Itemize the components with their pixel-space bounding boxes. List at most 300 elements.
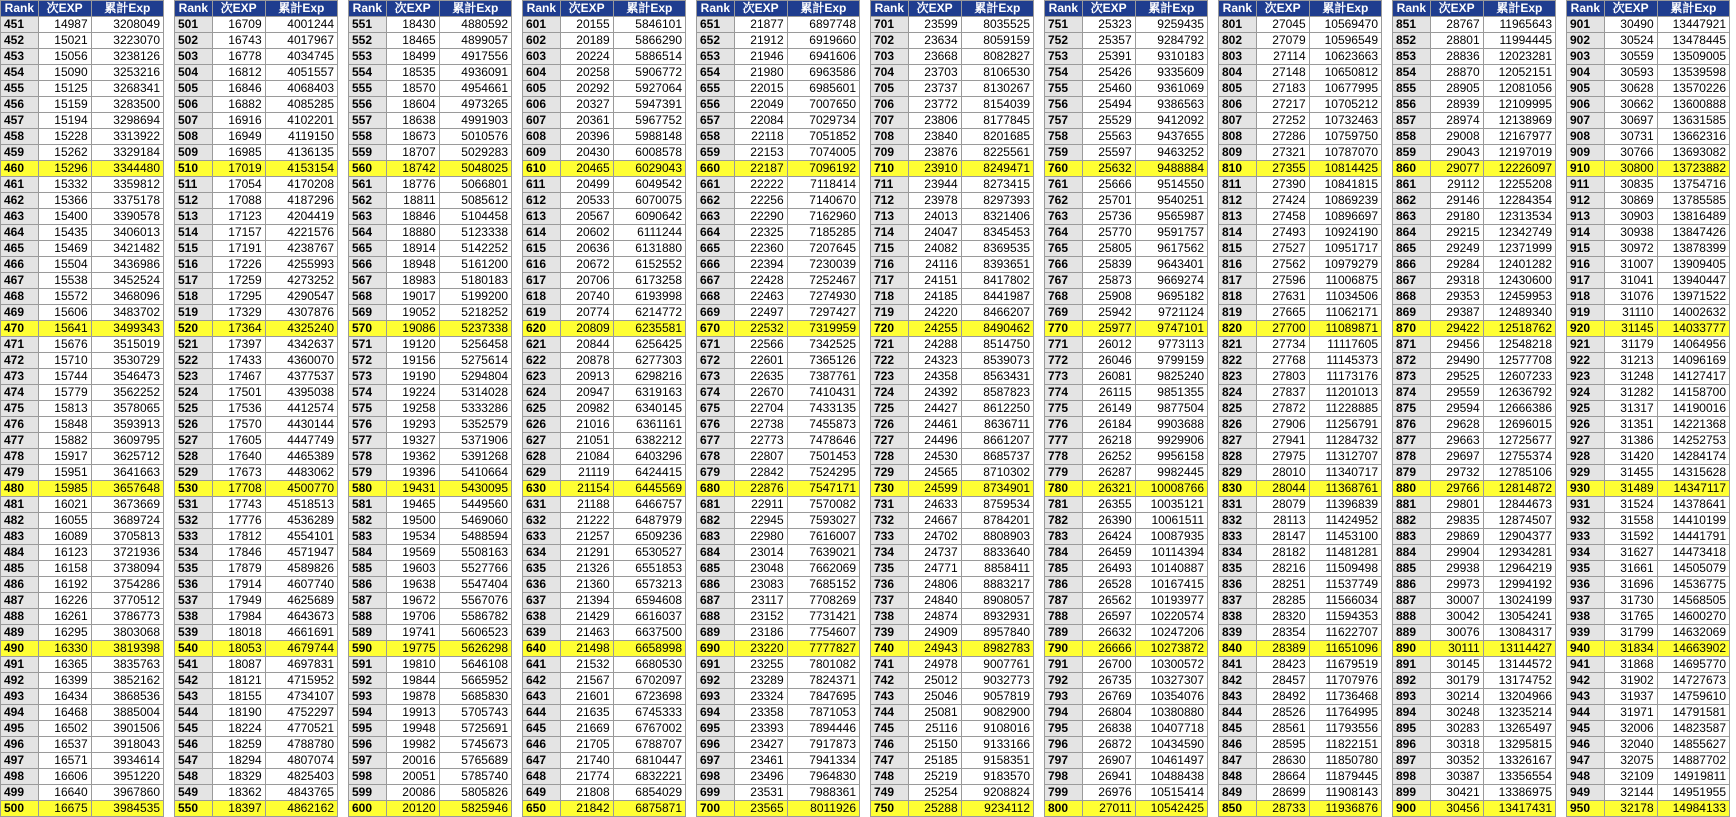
next-exp-cell: 19638 [386, 577, 439, 593]
rank-cell: 463 [1, 209, 39, 225]
rank-cell: 617 [523, 273, 561, 289]
rank-cell: 527 [175, 433, 213, 449]
rank-row [1219, 161, 1382, 177]
rank-row [697, 305, 860, 321]
total-exp-cell: 12964219 [1483, 561, 1555, 577]
total-exp-cell: 6551853 [613, 561, 685, 577]
rank-cell: 875 [1393, 401, 1431, 417]
rank-row [871, 273, 1034, 289]
total-exp-cell: 10008766 [1135, 481, 1207, 497]
total-exp-cell: 5488594 [439, 529, 511, 545]
rank-row [1219, 113, 1382, 129]
rank-row [1219, 801, 1382, 817]
total-exp-cell: 4500770 [265, 481, 337, 497]
rank-row [697, 321, 860, 337]
next-exp-cell: 24702 [908, 529, 961, 545]
next-exp-cell: 28147 [1256, 529, 1309, 545]
rank-cell: 699 [697, 785, 735, 801]
next-exp-cell: 23048 [734, 561, 787, 577]
total-exp-cell: 12255208 [1483, 177, 1555, 193]
next-exp-cell: 22084 [734, 113, 787, 129]
total-exp-cell: 12430600 [1483, 273, 1555, 289]
rank-cell: 461 [1, 177, 39, 193]
rank-row [1, 769, 164, 785]
total-exp-cell: 6173258 [613, 273, 685, 289]
total-exp-cell: 5665952 [439, 673, 511, 689]
rank-row [1393, 737, 1556, 753]
rank-cell: 465 [1, 241, 39, 257]
rank-row [349, 225, 512, 241]
rank-cell: 518 [175, 289, 213, 305]
total-exp-cell: 4395038 [265, 385, 337, 401]
next-exp-cell: 19775 [386, 641, 439, 657]
next-exp-cell: 28664 [1256, 769, 1309, 785]
next-exp-cell: 29938 [1430, 561, 1483, 577]
next-exp-cell: 16675 [38, 801, 91, 817]
next-exp-cell: 28561 [1256, 721, 1309, 737]
rank-cell: 809 [1219, 145, 1257, 161]
total-exp-cell: 7847695 [787, 689, 859, 705]
total-exp-cell: 6070075 [613, 193, 685, 209]
rank-cell: 726 [871, 417, 909, 433]
rank-cell: 777 [1045, 433, 1083, 449]
rank-row [1045, 369, 1208, 385]
total-exp-cell: 6854029 [613, 785, 685, 801]
next-exp-header: 次EXP [1604, 1, 1657, 17]
rank-cell: 900 [1393, 801, 1431, 817]
rank-row [697, 401, 860, 417]
next-exp-cell: 17846 [212, 545, 265, 561]
rank-cell: 700 [697, 801, 735, 817]
total-exp-cell: 7274930 [787, 289, 859, 305]
next-exp-header: 次EXP [1430, 1, 1483, 17]
rank-cell: 913 [1567, 209, 1605, 225]
rank-cell: 500 [1, 801, 39, 817]
rank-row [523, 577, 686, 593]
total-exp-cell: 8932931 [961, 609, 1033, 625]
rank-row [697, 289, 860, 305]
rank-row [1045, 321, 1208, 337]
rank-cell: 815 [1219, 241, 1257, 257]
next-exp-cell: 15779 [38, 385, 91, 401]
rank-row [1, 801, 164, 817]
total-exp-cell: 10434590 [1135, 737, 1207, 753]
rank-row [1393, 193, 1556, 209]
rank-row [1, 753, 164, 769]
rank-cell: 662 [697, 193, 735, 209]
rank-row [523, 625, 686, 641]
rank-cell: 943 [1567, 689, 1605, 705]
total-exp-cell: 5010576 [439, 129, 511, 145]
next-exp-cell: 26528 [1082, 577, 1135, 593]
total-exp-cell: 4325240 [265, 321, 337, 337]
next-exp-cell: 29663 [1430, 433, 1483, 449]
rank-cell: 491 [1, 657, 39, 673]
total-exp-cell: 3421482 [91, 241, 163, 257]
rank-cell: 612 [523, 193, 561, 209]
next-exp-cell: 31489 [1604, 481, 1657, 497]
next-exp-cell: 25254 [908, 785, 961, 801]
next-exp-cell: 29697 [1430, 449, 1483, 465]
rank-row [1, 257, 164, 273]
next-exp-cell: 16502 [38, 721, 91, 737]
rank-cell: 790 [1045, 641, 1083, 657]
rank-row [349, 289, 512, 305]
total-exp-cell: 5085612 [439, 193, 511, 209]
total-exp-cell: 9982445 [1135, 465, 1207, 481]
total-exp-cell: 7801082 [787, 657, 859, 673]
rank-row [1045, 433, 1208, 449]
rank-row [1045, 385, 1208, 401]
rank-row [175, 561, 338, 577]
rank-row [349, 753, 512, 769]
rank-row [175, 513, 338, 529]
total-exp-cell: 9032773 [961, 673, 1033, 689]
next-exp-cell: 29180 [1430, 209, 1483, 225]
next-exp-cell: 25770 [1082, 225, 1135, 241]
next-exp-cell: 20636 [560, 241, 613, 257]
total-exp-cell: 9488884 [1135, 161, 1207, 177]
rank-cell: 932 [1567, 513, 1605, 529]
next-exp-cell: 29146 [1430, 193, 1483, 209]
rank-cell: 665 [697, 241, 735, 257]
rank-row [1045, 737, 1208, 753]
rank-cell: 670 [697, 321, 735, 337]
rank-cell: 742 [871, 673, 909, 689]
rank-row [1567, 225, 1730, 241]
rank-cell: 764 [1045, 225, 1083, 241]
total-exp-cell: 6424415 [613, 465, 685, 481]
next-exp-cell: 28251 [1256, 577, 1309, 593]
rank-cell: 738 [871, 609, 909, 625]
rank-cell: 949 [1567, 785, 1605, 801]
rank-row [871, 449, 1034, 465]
next-exp-cell: 18638 [386, 113, 439, 129]
total-exp-cell: 6985601 [787, 81, 859, 97]
rank-cell: 830 [1219, 481, 1257, 497]
next-exp-cell: 30214 [1430, 689, 1483, 705]
total-exp-cell: 10488438 [1135, 769, 1207, 785]
rank-row [1219, 97, 1382, 113]
next-exp-cell: 21635 [560, 705, 613, 721]
rank-cell: 848 [1219, 769, 1257, 785]
total-exp-cell: 12934281 [1483, 545, 1555, 561]
next-exp-cell: 28010 [1256, 465, 1309, 481]
rank-cell: 860 [1393, 161, 1431, 177]
rank-row [349, 17, 512, 33]
rank-cell: 619 [523, 305, 561, 321]
rank-row [1, 161, 164, 177]
next-exp-cell: 29008 [1430, 129, 1483, 145]
rank-cell: 535 [175, 561, 213, 577]
total-exp-cell: 5048025 [439, 161, 511, 177]
rank-row [697, 17, 860, 33]
rank-row [523, 785, 686, 801]
total-exp-cell: 3885004 [91, 705, 163, 721]
total-exp-cell: 9851355 [1135, 385, 1207, 401]
next-exp-cell: 32109 [1604, 769, 1657, 785]
total-exp-cell: 7871053 [787, 705, 859, 721]
rank-row [697, 97, 860, 113]
next-exp-cell: 24909 [908, 625, 961, 641]
rank-row [349, 465, 512, 481]
rank-cell: 559 [349, 145, 387, 161]
next-exp-cell: 20982 [560, 401, 613, 417]
rank-cell: 675 [697, 401, 735, 417]
rank-cell: 902 [1567, 33, 1605, 49]
total-exp-cell: 7708269 [787, 593, 859, 609]
next-exp-cell: 29559 [1430, 385, 1483, 401]
rank-row [175, 593, 338, 609]
rank-cell: 828 [1219, 449, 1257, 465]
total-exp-cell: 8154039 [961, 97, 1033, 113]
rank-cell: 557 [349, 113, 387, 129]
rank-cell: 536 [175, 577, 213, 593]
rank-cell: 632 [523, 513, 561, 529]
total-exp-cell: 8466207 [961, 305, 1033, 321]
total-exp-cell: 10354076 [1135, 689, 1207, 705]
rank-row [175, 657, 338, 673]
rank-row [1, 145, 164, 161]
total-exp-cell: 14190016 [1657, 401, 1729, 417]
next-exp-cell: 25150 [908, 737, 961, 753]
rank-cell: 543 [175, 689, 213, 705]
rank-cell: 706 [871, 97, 909, 113]
total-exp-cell: 12052151 [1483, 65, 1555, 81]
next-exp-cell: 19569 [386, 545, 439, 561]
next-exp-cell: 26735 [1082, 673, 1135, 689]
total-exp-cell: 9133166 [961, 737, 1033, 753]
rank-row [1219, 145, 1382, 161]
total-exp-cell: 4360070 [265, 353, 337, 369]
total-exp-cell: 7365126 [787, 353, 859, 369]
rank-row [1, 97, 164, 113]
next-exp-cell: 31420 [1604, 449, 1657, 465]
rank-row [1393, 561, 1556, 577]
rank-cell: 831 [1219, 497, 1257, 513]
next-exp-cell: 25942 [1082, 305, 1135, 321]
total-exp-header: 累計Exp [787, 1, 859, 17]
rank-row [523, 129, 686, 145]
total-exp-cell: 5567076 [439, 593, 511, 609]
rank-cell: 782 [1045, 513, 1083, 529]
next-exp-cell: 22566 [734, 337, 787, 353]
next-exp-cell: 22876 [734, 481, 787, 497]
rank-cell: 712 [871, 193, 909, 209]
rank-cell: 459 [1, 145, 39, 161]
rank-cell: 528 [175, 449, 213, 465]
rank-row [349, 321, 512, 337]
rank-cell: 561 [349, 177, 387, 193]
next-exp-cell: 32006 [1604, 721, 1657, 737]
total-exp-cell: 10140887 [1135, 561, 1207, 577]
rank-cell: 504 [175, 65, 213, 81]
total-exp-cell: 3689724 [91, 513, 163, 529]
rank-cell: 729 [871, 465, 909, 481]
rank-cell: 594 [349, 705, 387, 721]
next-exp-cell: 20809 [560, 321, 613, 337]
total-exp-cell: 5508163 [439, 545, 511, 561]
next-exp-cell: 31971 [1604, 705, 1657, 721]
rank-cell: 907 [1567, 113, 1605, 129]
rank-row [523, 417, 686, 433]
next-exp-cell: 29835 [1430, 513, 1483, 529]
rank-row [697, 113, 860, 129]
rank-cell: 634 [523, 545, 561, 561]
rank-row [871, 401, 1034, 417]
rank-row [349, 113, 512, 129]
next-exp-cell: 30145 [1430, 657, 1483, 673]
total-exp-cell: 10979279 [1309, 257, 1381, 273]
rank-row [523, 81, 686, 97]
total-exp-cell: 12725677 [1483, 433, 1555, 449]
total-exp-cell: 5785740 [439, 769, 511, 785]
rank-cell: 609 [523, 145, 561, 161]
rank-row [1219, 641, 1382, 657]
rank-row [175, 801, 338, 817]
rank-cell: 948 [1567, 769, 1605, 785]
next-exp-cell: 18121 [212, 673, 265, 689]
rank-cell: 694 [697, 705, 735, 721]
total-exp-cell: 7964830 [787, 769, 859, 785]
total-exp-cell: 3436986 [91, 257, 163, 273]
rank-cell: 586 [349, 577, 387, 593]
rank-row [523, 657, 686, 673]
rank-cell: 659 [697, 145, 735, 161]
total-exp-cell: 6745333 [613, 705, 685, 721]
next-exp-cell: 32040 [1604, 737, 1657, 753]
total-exp-cell: 3918043 [91, 737, 163, 753]
next-exp-cell: 25839 [1082, 257, 1135, 273]
rank-row [1219, 497, 1382, 513]
rank-row [349, 673, 512, 689]
rank-header: Rank [1, 1, 39, 17]
total-exp-cell: 6637500 [613, 625, 685, 641]
next-exp-cell: 24047 [908, 225, 961, 241]
total-exp-cell: 7988361 [787, 785, 859, 801]
rank-row [1219, 769, 1382, 785]
rank-row [1045, 705, 1208, 721]
rank-row [697, 433, 860, 449]
rank-row [1567, 49, 1730, 65]
next-exp-cell: 23737 [908, 81, 961, 97]
rank-row [523, 65, 686, 81]
rank-cell: 508 [175, 129, 213, 145]
rank-row [175, 497, 338, 513]
next-exp-cell: 24667 [908, 513, 961, 529]
next-exp-cell: 18914 [386, 241, 439, 257]
rank-cell: 872 [1393, 353, 1431, 369]
total-exp-cell: 13417431 [1483, 801, 1555, 817]
rank-cell: 905 [1567, 81, 1605, 97]
rank-cell: 855 [1393, 81, 1431, 97]
header-row [349, 1, 512, 17]
total-exp-cell: 3530729 [91, 353, 163, 369]
next-exp-cell: 23324 [734, 689, 787, 705]
total-exp-cell: 9721124 [1135, 305, 1207, 321]
next-exp-cell: 19017 [386, 289, 439, 305]
rank-cell: 648 [523, 769, 561, 785]
total-exp-cell: 7593027 [787, 513, 859, 529]
rank-cell: 798 [1045, 769, 1083, 785]
rank-cell: 522 [175, 353, 213, 369]
rank-row [1567, 33, 1730, 49]
rank-row [871, 129, 1034, 145]
rank-cell: 669 [697, 305, 735, 321]
total-exp-cell: 3452524 [91, 273, 163, 289]
total-exp-cell: 8201685 [961, 129, 1033, 145]
rank-cell: 548 [175, 769, 213, 785]
next-exp-cell: 17708 [212, 481, 265, 497]
next-exp-cell: 30697 [1604, 113, 1657, 129]
total-exp-cell: 7140670 [787, 193, 859, 209]
total-exp-cell: 6875871 [613, 801, 685, 817]
rank-row [697, 161, 860, 177]
total-exp-cell: 11201013 [1309, 385, 1381, 401]
rank-row [1393, 721, 1556, 737]
total-exp-cell: 8082827 [961, 49, 1033, 65]
rank-row [697, 193, 860, 209]
rank-cell: 918 [1567, 289, 1605, 305]
rank-cell: 502 [175, 33, 213, 49]
rank-cell: 529 [175, 465, 213, 481]
rank-cell: 929 [1567, 465, 1605, 481]
rank-cell: 652 [697, 33, 735, 49]
next-exp-cell: 22670 [734, 385, 787, 401]
rank-row [1045, 529, 1208, 545]
next-exp-cell: 25357 [1082, 33, 1135, 49]
rank-row [697, 657, 860, 673]
next-exp-cell: 19396 [386, 465, 439, 481]
rank-cell: 719 [871, 305, 909, 321]
rank-row [1, 33, 164, 49]
rank-cell: 899 [1393, 785, 1431, 801]
rank-cell: 531 [175, 497, 213, 513]
next-exp-cell: 29353 [1430, 289, 1483, 305]
total-exp-cell: 3253216 [91, 65, 163, 81]
next-exp-cell: 17536 [212, 401, 265, 417]
rank-row [1, 193, 164, 209]
rank-cell: 490 [1, 641, 39, 657]
total-exp-cell: 6361161 [613, 417, 685, 433]
rank-row [523, 465, 686, 481]
rank-row [1393, 177, 1556, 193]
total-exp-cell: 3673669 [91, 497, 163, 513]
next-exp-cell: 24530 [908, 449, 961, 465]
rank-row [1393, 801, 1556, 817]
rank-cell: 523 [175, 369, 213, 385]
rank-cell: 727 [871, 433, 909, 449]
rank-row [523, 801, 686, 817]
rank-row [1567, 593, 1730, 609]
rank-cell: 503 [175, 49, 213, 65]
rank-cell: 613 [523, 209, 561, 225]
rank-cell: 763 [1045, 209, 1083, 225]
rank-row [175, 305, 338, 321]
total-exp-cell: 14252753 [1657, 433, 1729, 449]
rank-cell: 538 [175, 609, 213, 625]
rank-cell: 879 [1393, 465, 1431, 481]
rank-cell: 681 [697, 497, 735, 513]
rank-cell: 936 [1567, 577, 1605, 593]
next-exp-cell: 22222 [734, 177, 787, 193]
total-exp-cell: 3578065 [91, 401, 163, 417]
rank-row [349, 177, 512, 193]
total-exp-cell: 5765689 [439, 753, 511, 769]
next-exp-cell: 27252 [1256, 113, 1309, 129]
next-exp-cell: 27114 [1256, 49, 1309, 65]
rank-row [175, 721, 338, 737]
